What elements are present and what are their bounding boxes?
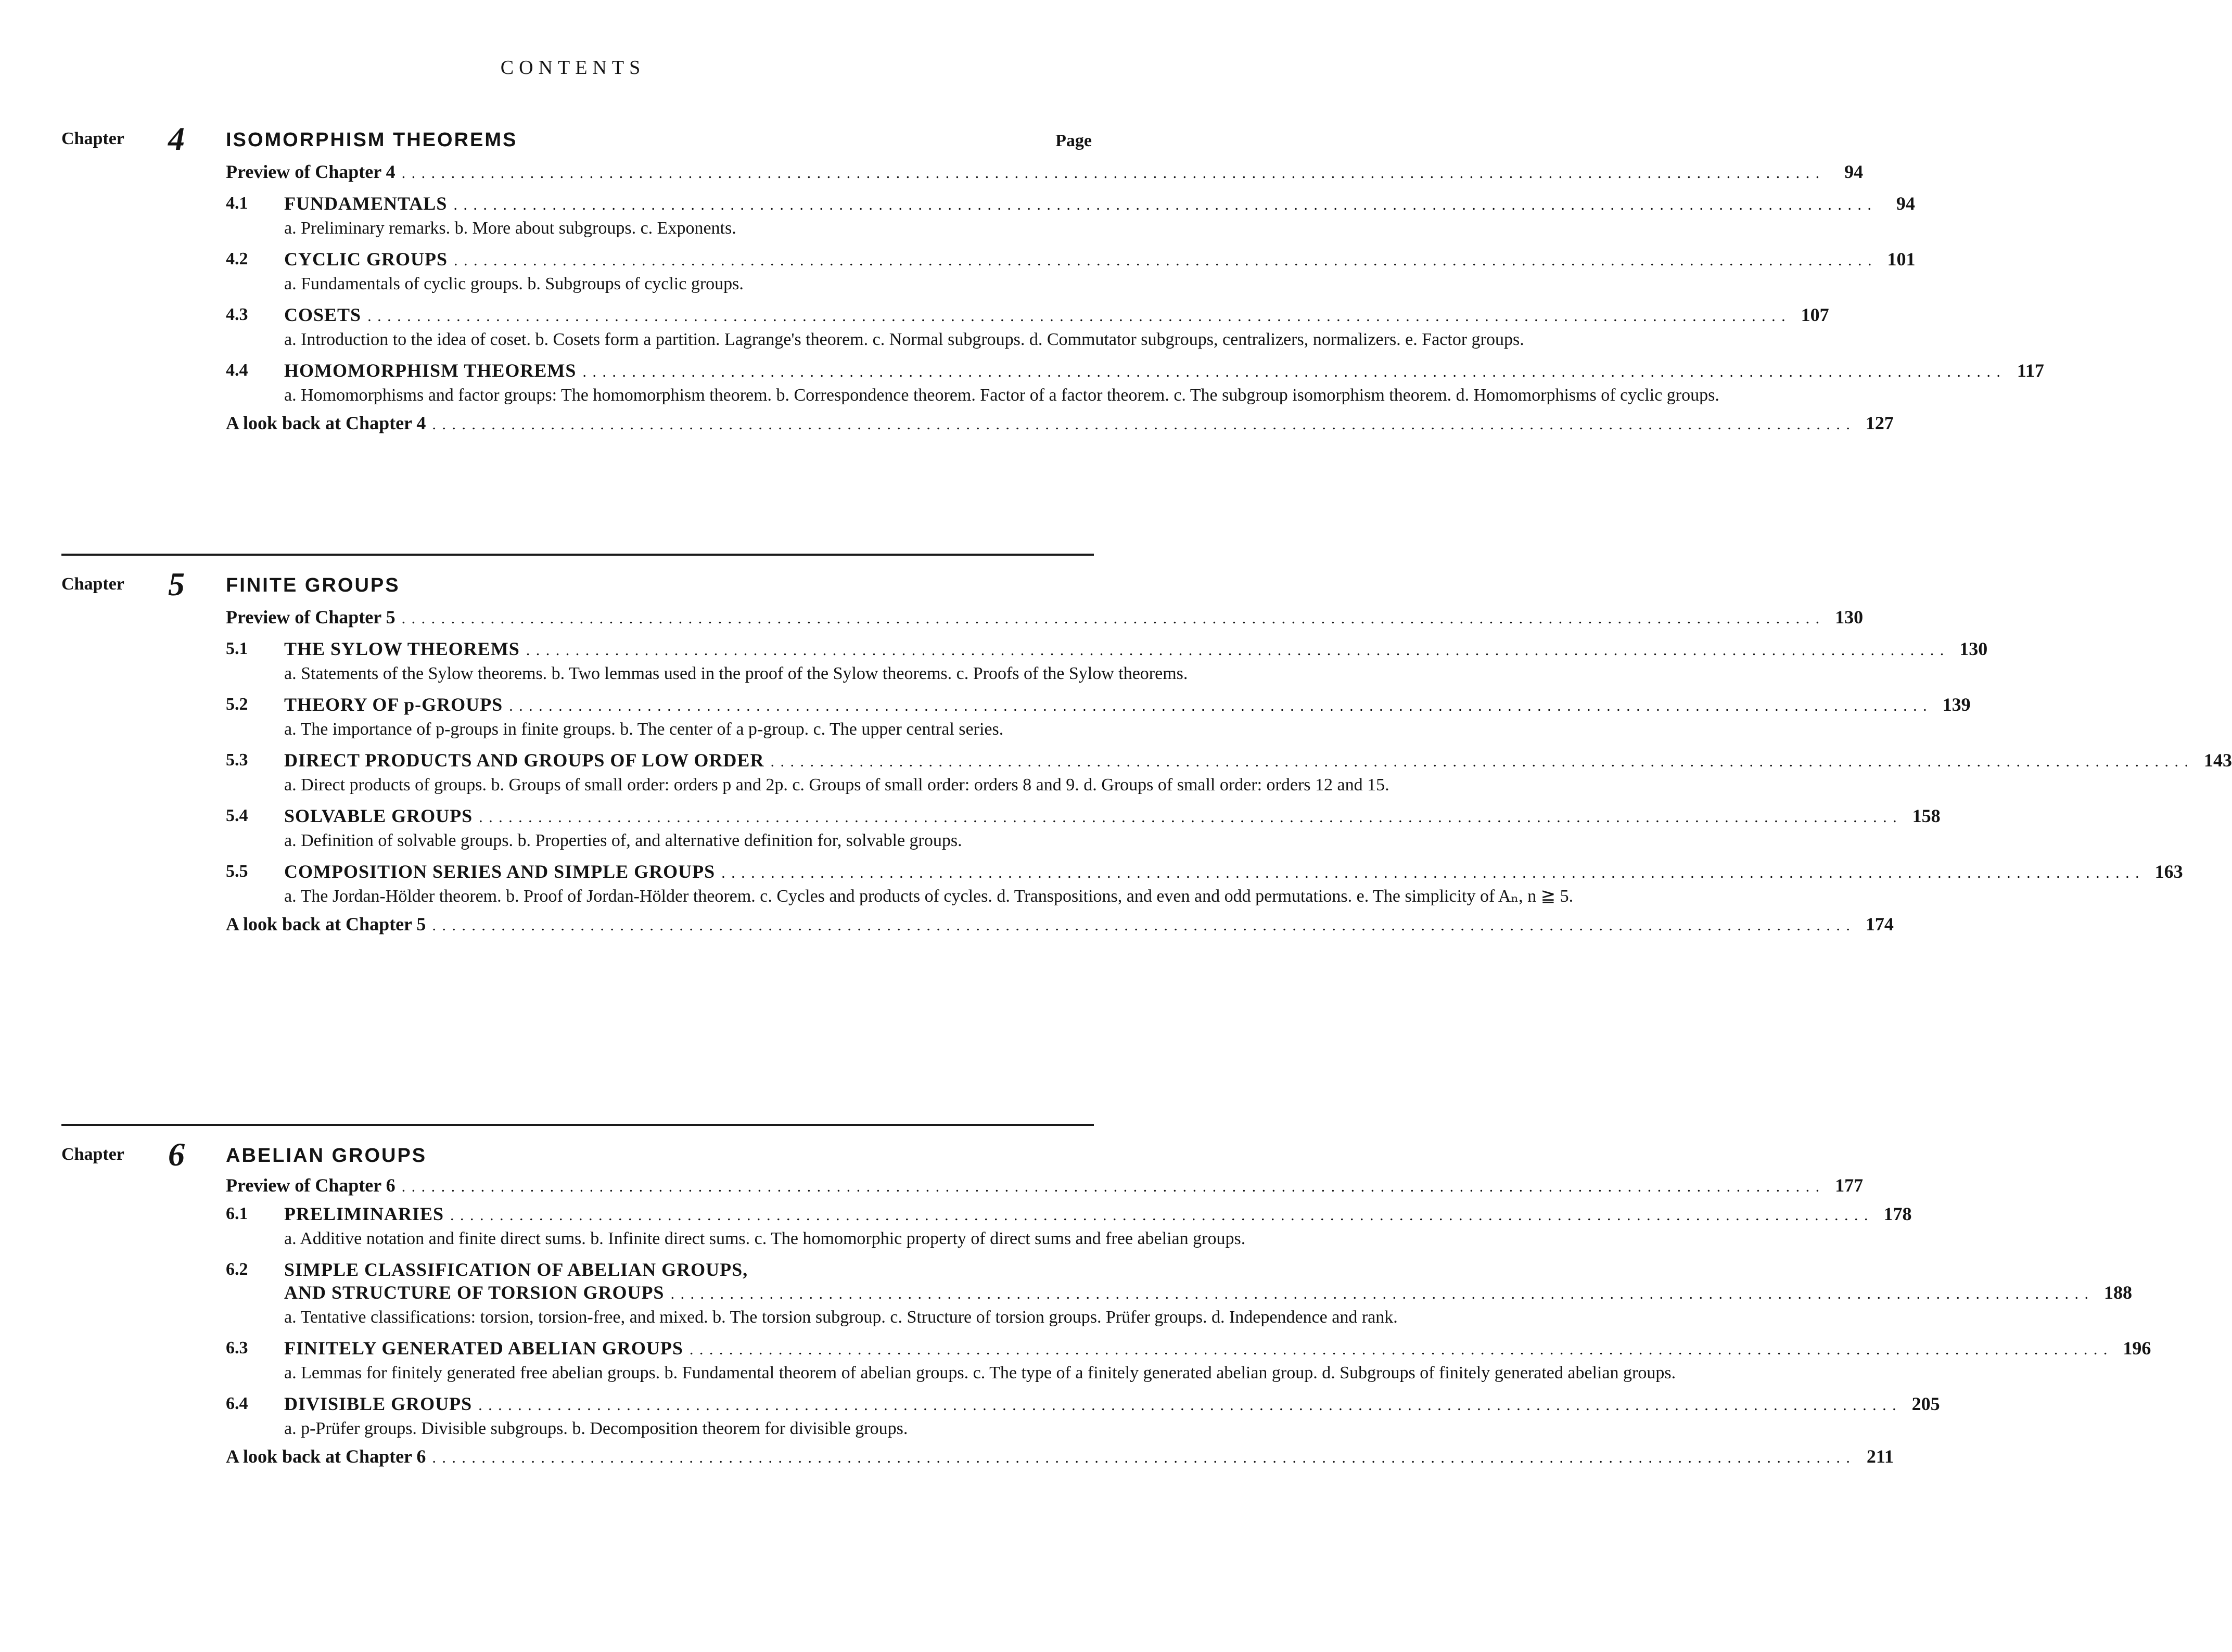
page-number: 158 xyxy=(1912,805,1941,826)
section-number: 5.1 xyxy=(226,639,248,658)
lookback-label: A look back at Chapter 6 xyxy=(226,1446,426,1467)
chapter-divider xyxy=(61,554,1094,556)
section-title: FUNDAMENTALS xyxy=(284,193,448,214)
chapter-5-block xyxy=(61,566,2232,1095)
section-title: FINITELY GENERATED ABELIAN GROUPS xyxy=(284,1338,683,1359)
chapter-label: Chapter xyxy=(61,1145,124,1164)
dot-leader xyxy=(432,1446,1851,1469)
section-title: DIVISIBLE GROUPS xyxy=(284,1393,473,1414)
section-title: PRELIMINARIES xyxy=(284,1203,444,1224)
section-description: a. Homomorphisms and factor groups: The homomorphism theorem. b. Correspondence theorem. Factor of a factor theorem. c. The subgroup isomorphism theorem. d. Homomorphisms of cyclic groups. xyxy=(284,386,1719,405)
dot-leader xyxy=(402,162,1821,185)
section-entry[interactable] xyxy=(226,1202,1912,1251)
preview-label: Preview of Chapter 5 xyxy=(226,607,396,627)
section-title: AND STRUCTURE OF TORSION GROUPS xyxy=(284,1282,665,1303)
chapter-label: Chapter xyxy=(61,574,124,594)
chapter-number: 5 xyxy=(168,566,185,603)
section-title: DIRECT PRODUCTS AND GROUPS OF LOW ORDER xyxy=(284,750,764,771)
section-title: CYCLIC GROUPS xyxy=(284,249,448,270)
dot-leader xyxy=(478,1394,1897,1417)
page-number: 139 xyxy=(1942,694,1971,715)
page-number: 177 xyxy=(1835,1175,1864,1196)
chapter-number: 6 xyxy=(168,1136,185,1173)
dot-leader xyxy=(670,1283,2089,1305)
chapter-title: FINITE GROUPS xyxy=(226,574,400,596)
dot-leader xyxy=(450,1204,1869,1227)
section-number: 5.5 xyxy=(226,862,248,881)
section-number: 4.4 xyxy=(226,361,248,380)
section-number: 4.2 xyxy=(226,249,248,268)
page-number: 178 xyxy=(1883,1203,1912,1224)
section-title: THE SYLOW THEOREMS xyxy=(284,638,520,659)
dot-leader xyxy=(721,862,2140,885)
section-description: a. Definition of solvable groups. b. Properties of, and alternative definition for, solvable groups. xyxy=(284,831,962,850)
section-number: 4.1 xyxy=(226,194,248,213)
page-number: 163 xyxy=(2154,861,2183,882)
chapter-6-block xyxy=(61,1136,2151,1634)
section-entry[interactable] xyxy=(226,1258,2132,1329)
section-title: COSETS xyxy=(284,304,362,325)
lookback-entry[interactable] xyxy=(226,412,1894,436)
page-number: 107 xyxy=(1801,304,1829,325)
dot-leader xyxy=(509,695,1928,718)
page-number: 143 xyxy=(2203,750,2232,771)
preview-entry[interactable] xyxy=(226,606,1864,630)
preview-entry[interactable] xyxy=(226,160,1864,185)
dot-leader xyxy=(432,413,1851,436)
preview-label: Preview of Chapter 4 xyxy=(226,161,396,182)
chapter-entries xyxy=(226,160,2044,436)
section-entry[interactable] xyxy=(226,693,1971,741)
dot-leader xyxy=(454,249,1873,272)
lookback-entry[interactable] xyxy=(226,913,1894,937)
page-number: 130 xyxy=(1835,607,1864,627)
page-number: 130 xyxy=(1959,638,1988,659)
dot-leader xyxy=(526,639,1945,662)
dot-leader xyxy=(453,194,1872,216)
chapter-entries xyxy=(226,1174,2151,1469)
page-column-label: Page xyxy=(1055,131,1092,150)
page-number: 211 xyxy=(1866,1446,1894,1467)
preview-entry[interactable] xyxy=(226,1174,1864,1198)
page-number: 101 xyxy=(1887,249,1916,270)
section-number: 5.2 xyxy=(226,695,248,714)
chapter-title: ISOMORPHISM THEOREMS xyxy=(226,129,518,151)
page-number: 117 xyxy=(2017,360,2044,381)
section-entry[interactable] xyxy=(226,1392,1940,1441)
section-entry[interactable] xyxy=(226,804,1941,853)
preview-label: Preview of Chapter 6 xyxy=(226,1175,396,1196)
chapter-entries xyxy=(226,606,2232,937)
section-entry[interactable] xyxy=(226,637,1988,686)
section-title: HOMOMORPHISM THEOREMS xyxy=(284,360,577,381)
section-entry[interactable] xyxy=(226,1337,2151,1385)
section-entry[interactable] xyxy=(226,749,2232,797)
page-number: 174 xyxy=(1865,914,1894,934)
section-description: a. Tentative classifications: torsion, torsion-free, and mixed. b. The torsion subgroup. c. Structure of torsion groups. Prüfer groups. d. Independence and rank. xyxy=(284,1308,1398,1327)
dot-leader xyxy=(402,1175,1821,1198)
section-description: a. The Jordan-Hölder theorem. b. Proof of Jordan-Hölder theorem. c. Cycles and products of cycles. d. Transpositions, and even and odd permutations. e. The simplicity of Aₙ, n ≧ 5. xyxy=(284,887,1574,906)
section-description: a. Fundamentals of cyclic groups. b. Subgroups of cyclic groups. xyxy=(284,274,744,293)
section-description: a. Introduction to the idea of coset. b. Cosets form a partition. Lagrange's theorem. c. Normal subgroups. d. Commutator subgroups, centralizers, normalizers. e. Factor groups. xyxy=(284,330,1524,349)
page-number: 127 xyxy=(1865,413,1894,433)
lookback-label: A look back at Chapter 4 xyxy=(226,413,426,433)
section-title: COMPOSITION SERIES AND SIMPLE GROUPS xyxy=(284,861,716,882)
section-description: a. Lemmas for finitely generated free abelian groups. b. Fundamental theorem of abelian groups. c. The type of a finitely generated abelian group. d. Subgroups of finitely generated abelian groups. xyxy=(284,1363,1676,1382)
chapter-4-block xyxy=(61,120,2044,540)
section-description: a. Additive notation and finite direct sums. b. Infinite direct sums. c. The homomorphic property of direct sums and free abelian groups. xyxy=(284,1229,1246,1248)
page-number: 94 xyxy=(1844,161,1864,182)
section-entry[interactable] xyxy=(226,359,2044,407)
section-title: SOLVABLE GROUPS xyxy=(284,805,473,826)
section-entry[interactable] xyxy=(226,248,1916,296)
section-title: THEORY OF p-GROUPS xyxy=(284,694,503,715)
dot-leader xyxy=(479,806,1898,829)
section-description: a. Statements of the Sylow theorems. b. Two lemmas used in the proof of the Sylow theorems. c. Proofs of the Sylow theorems. xyxy=(284,664,1188,683)
section-description: a. Direct products of groups. b. Groups of small order: orders p and 2p. c. Groups of small order: orders 8 and 9. d. Groups of small order: orders 12 and 15. xyxy=(284,775,1389,795)
section-description: a. Preliminary remarks. b. More about subgroups. c. Exponents. xyxy=(284,219,736,238)
page-number: 205 xyxy=(1911,1393,1940,1414)
section-number: 4.3 xyxy=(226,305,248,324)
section-description: a. The importance of p-groups in finite groups. b. The center of a p-group. c. The upper central series. xyxy=(284,720,1004,739)
page-number: 188 xyxy=(2103,1282,2132,1303)
chapter-divider xyxy=(61,1124,1094,1126)
section-entry[interactable] xyxy=(226,303,1829,352)
section-entry[interactable] xyxy=(226,192,1915,240)
lookback-entry[interactable] xyxy=(226,1445,1894,1469)
chapter-title: ABELIAN GROUPS xyxy=(226,1145,427,1167)
section-number: 6.3 xyxy=(226,1338,248,1358)
section-number: 6.1 xyxy=(226,1204,248,1223)
page-number: 94 xyxy=(1896,193,1915,214)
chapter-label: Chapter xyxy=(61,129,124,148)
section-number: 6.2 xyxy=(226,1260,248,1279)
dot-leader xyxy=(582,361,2001,383)
page-number: 196 xyxy=(2123,1338,2151,1359)
dot-leader xyxy=(367,305,1787,328)
section-entry[interactable] xyxy=(226,860,2183,908)
chapter-number: 4 xyxy=(168,120,185,157)
section-number: 5.4 xyxy=(226,806,248,825)
section-title-line1: SIMPLE CLASSIFICATION OF ABELIAN GROUPS, xyxy=(284,1259,748,1280)
dot-leader xyxy=(770,750,2189,773)
section-number: 6.4 xyxy=(226,1394,248,1413)
lookback-label: A look back at Chapter 5 xyxy=(226,914,426,934)
page-title: CONTENTS xyxy=(500,57,646,79)
section-description: a. p-Prüfer groups. Divisible subgroups. b. Decomposition theorem for divisible groups. xyxy=(284,1419,908,1438)
dot-leader xyxy=(402,607,1821,630)
dot-leader xyxy=(432,914,1851,937)
section-number: 5.3 xyxy=(226,750,248,770)
dot-leader xyxy=(690,1338,2109,1361)
